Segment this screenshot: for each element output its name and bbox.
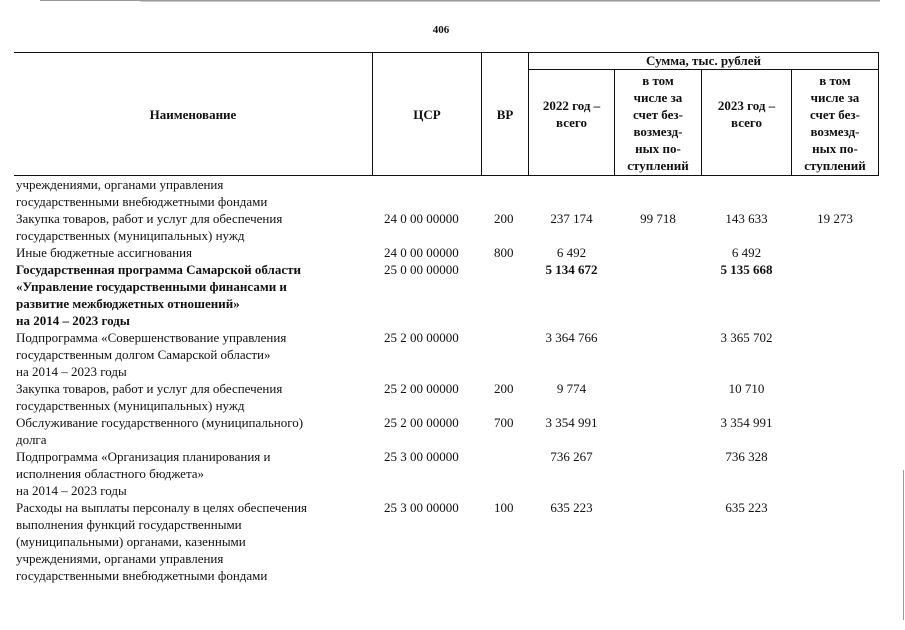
- row-name-line: Иные бюджетные ассигнования: [16, 245, 193, 260]
- header-sum: Сумма, тыс. рублей: [646, 53, 761, 68]
- row-name-line: развитие межбюджетных отношений»: [16, 296, 240, 311]
- header-2023-free-line: возмезд-: [810, 124, 860, 139]
- row-name-line: на 2014 – 2023 годы: [16, 483, 127, 498]
- header-2023-total-line: всего: [731, 115, 762, 130]
- row-2022-total: 9 774: [556, 381, 587, 396]
- row-name-line: государственных (муниципальных) нужд: [16, 398, 245, 413]
- table-row: [14, 329, 880, 380]
- row-2023-total: 736 328: [725, 449, 768, 464]
- header-2022-free: [615, 70, 701, 175]
- row-name: [14, 448, 366, 499]
- row-name-line: (муниципальными) органами, казенными: [16, 534, 246, 549]
- row-csr: 25 2 00 00000: [384, 330, 459, 345]
- header-2022-free-line: числе за: [633, 90, 683, 105]
- row-csr: 25 3 00 00000: [384, 500, 459, 515]
- header-2022-total-line: 2022 год –: [542, 98, 601, 113]
- header-name: Наименование: [149, 106, 237, 122]
- row-2023-total: 635 223: [725, 500, 768, 515]
- row-name-line: на 2014 – 2023 годы: [16, 364, 127, 379]
- row-2022-total: 5 134 672: [545, 262, 598, 277]
- row-2022-free: 99 718: [640, 211, 676, 226]
- header-vr: ВР: [496, 106, 514, 122]
- row-name-line: Закупка товаров, работ и услуг для обеспечения: [16, 211, 283, 226]
- row-csr: 24 0 00 00000: [384, 245, 459, 260]
- table-header: [14, 52, 879, 176]
- header-2023-free: [792, 70, 878, 175]
- row-csr: 24 0 00 00000: [384, 211, 459, 226]
- header-2023-free-line: ступлений: [804, 158, 866, 173]
- row-2022-total: 3 364 766: [545, 330, 598, 345]
- row-name-line: Обслуживание государственного (муниципального): [16, 415, 304, 430]
- row-name: [14, 499, 366, 584]
- row-name-line: выполнения функций государственными: [16, 517, 242, 532]
- header-2023-free-line: числе за: [810, 90, 860, 105]
- row-csr: 25 0 00 00000: [384, 262, 459, 277]
- header-csr: ЦСР: [413, 106, 441, 122]
- header-2022-free-line: счет без-: [633, 107, 683, 122]
- table-row: [14, 244, 880, 261]
- row-name: [14, 414, 366, 448]
- row-name-line: учреждениями, органами управления: [16, 551, 224, 566]
- row-name-line: Подпрограмма «Совершенствование управления: [16, 330, 287, 345]
- header-2022-free-line: в том: [642, 73, 674, 88]
- header-2023-total-line: 2023 год –: [717, 98, 776, 113]
- row-2022-total: 635 223: [550, 500, 593, 515]
- row-2022-total: 237 174: [550, 211, 593, 226]
- row-name-line: Государственная программа Самарской области: [16, 262, 301, 277]
- row-vr: 100: [494, 500, 514, 515]
- table-row: [14, 176, 880, 210]
- row-name-line: исполнения областного бюджета»: [16, 466, 205, 481]
- row-csr: 25 2 00 00000: [384, 415, 459, 430]
- row-2023-total: 10 710: [728, 381, 765, 396]
- header-2023-free-line: счет без-: [810, 107, 860, 122]
- header-2023-free-line: ных по-: [812, 141, 858, 156]
- table-row: [14, 380, 880, 414]
- row-name-line: учреждениями, органами управления: [16, 177, 224, 192]
- table-row: [14, 414, 880, 448]
- row-name-line: Закупка товаров, работ и услуг для обеспечения: [16, 381, 283, 396]
- top-scan-rule-secondary: [140, 1, 880, 2]
- row-2023-total: 5 135 668: [720, 262, 773, 277]
- row-name: [14, 210, 366, 244]
- row-vr: 800: [494, 245, 514, 260]
- header-2023-free-line: в том: [819, 73, 851, 88]
- row-name: [14, 176, 366, 210]
- row-name-line: на 2014 – 2023 годы: [16, 313, 130, 328]
- header-2022-total: [529, 70, 614, 158]
- table-row: [14, 448, 880, 499]
- row-name: [14, 261, 366, 329]
- row-name: [14, 329, 366, 380]
- row-vr: 200: [494, 211, 514, 226]
- row-name-line: Расходы на выплаты персоналу в целях обеспечения: [16, 500, 308, 515]
- row-name-line: государственными внебюджетными фондами: [16, 568, 268, 583]
- row-vr: 700: [494, 415, 514, 430]
- row-name-line: долга: [16, 432, 47, 447]
- scan-edge-line: [903, 470, 904, 620]
- row-2023-total: 6 492: [731, 245, 762, 260]
- header-2022-total-line: всего: [556, 115, 587, 130]
- header-2022-free-line: ных по-: [635, 141, 681, 156]
- row-name: [14, 244, 366, 261]
- table-body: [14, 176, 880, 584]
- row-name: [14, 380, 366, 414]
- row-name-line: «Управление государственными финансами и: [16, 279, 287, 294]
- row-name-line: государственными внебюджетными фондами: [16, 194, 268, 209]
- row-name-line: государственным долгом Самарской области»: [16, 347, 271, 362]
- row-csr: 25 2 00 00000: [384, 381, 459, 396]
- row-2023-total: 143 633: [725, 211, 768, 226]
- row-vr: 200: [494, 381, 514, 396]
- header-divider: [878, 52, 879, 176]
- row-name-line: государственных (муниципальных) нужд: [16, 228, 245, 243]
- table-row: [14, 261, 880, 329]
- row-2023-total: 3 365 702: [720, 330, 773, 345]
- row-2023-free: 19 273: [817, 211, 853, 226]
- header-2022-free-line: возмезд-: [633, 124, 683, 139]
- row-2022-total: 6 492: [556, 245, 587, 260]
- table-row: [14, 499, 880, 584]
- row-csr: 25 3 00 00000: [384, 449, 459, 464]
- header-2023-total: [702, 70, 791, 158]
- row-2022-total: 3 354 991: [545, 415, 598, 430]
- table-row: [14, 210, 880, 244]
- row-2022-total: 736 267: [550, 449, 593, 464]
- page-number: 406: [432, 24, 450, 36]
- row-2023-total: 3 354 991: [720, 415, 773, 430]
- header-2022-free-line: ступлений: [627, 158, 689, 173]
- row-name-line: Подпрограмма «Организация планирования и: [16, 449, 271, 464]
